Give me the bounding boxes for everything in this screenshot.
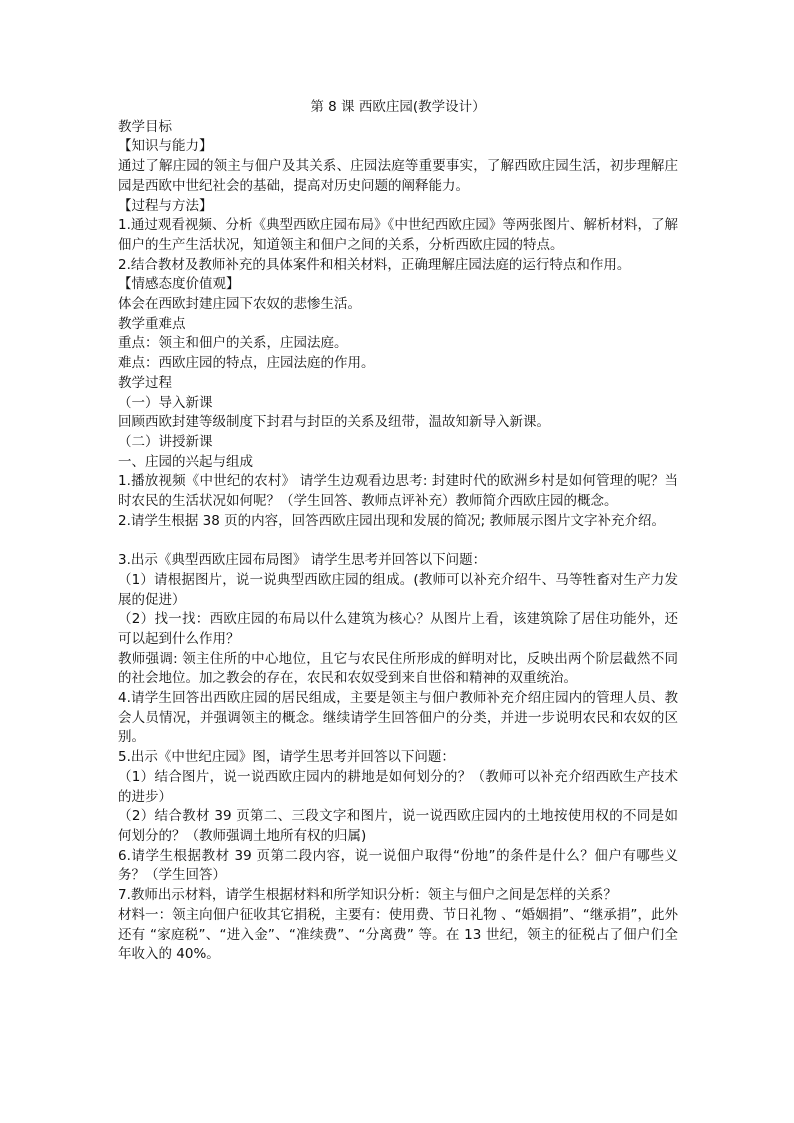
paragraph: （2）找一找：西欧庄园的布局以什么建筑为核心？从图片上看，该建筑除了居住功能外，还可以起到什么作用？ xyxy=(118,611,678,647)
paragraph: （2）结合教材 39 页第二、三段文字和图片，说一说西欧庄园内的土地按使用权的不同是如何划分的？（教师强调土地所有权的归属) xyxy=(118,808,678,844)
paragraph: 2.请学生根据 38 页的内容，回答西欧庄园出现和发展的简况; 教师展示图片文字补充介绍。 xyxy=(118,512,665,529)
paragraph: 2.结合教材及教师补充的具体案件和相关材料，正确理解庄园法庭的运行特点和作用。 xyxy=(118,256,631,273)
document-body xyxy=(118,118,678,965)
paragraph: 7.教师出示材料，请学生根据材料和所学知识分析：领主与佃户之间是怎样的关系？ xyxy=(118,887,617,904)
paragraph: （1）请根据图片，说一说典型西欧庄园的组成。(教师可以补充介绍牛、马等牲畜对生产力发展的促进） xyxy=(118,571,678,608)
paragraph: 材料一：领主向佃户征收其它捐税，主要有：使用费、节日礼物 、“婚姻捐”、“继承捐”，此外还有 “家庭税”、“进入金”、“准续费”、“分离费” 等。在 13 世纪，领主的征税占了佃户们全年收入的 40%。 xyxy=(118,906,678,963)
paragraph: 【知识与能力】 xyxy=(118,138,213,155)
document-page xyxy=(118,98,678,965)
paragraph: 5.出示《中世纪庄园》图，请学生思考并回答以下问题： xyxy=(118,749,455,766)
paragraph: 教师强调: 领主住所的中心地位，且它与农民住所形成的鲜明对比，反映出两个阶层截然不同的社会地位。加之教会的存在，农民和农奴受到来自世俗和精神的双重统治。 xyxy=(118,650,678,687)
paragraph: 通过了解庄园的领主与佃户及其关系、庄园法庭等重要事实，了解西欧庄园生活，初步理解庄园是西欧中世纪社会的基础，提高对历史问题的阐释能力。 xyxy=(118,158,678,194)
paragraph: 6.请学生根据教材 39 页第二段内容，说一说佃户取得“份地”的条件是什么？佃户有哪些义务？（学生回答） xyxy=(118,847,678,884)
paragraph: 4.请学生回答出西欧庄园的居民组成，主要是领主与佃户教师补充介绍庄园内的管理人员、教会人员情况，并强调领主的概念。继续请学生回答佃户的分类，并进一步说明农民和农奴的区别。 xyxy=(118,690,678,746)
paragraph: 3.出示《典型西欧庄园布局图》 请学生思考并回答以下问题： xyxy=(118,552,487,569)
paragraph: 1.通过观看视频、分析《典型西欧庄园布局》《中世纪西欧庄园》等两张图片、解析材料，了解佃户的生产生活状况，知道领主和佃户之间的关系，分析西欧庄园的特点。 xyxy=(118,217,678,253)
paragraph: 回顾西欧封建等级制度下封君与封臣的关系及纽带，温故知新导入新课。 xyxy=(118,414,550,431)
paragraph: （二）讲授新课 xyxy=(118,433,213,450)
paragraph: 体会在西欧封建庄园下农奴的悲惨生活。 xyxy=(118,296,361,313)
document-title: 第 8 课 西欧庄园(教学设计） xyxy=(310,99,486,115)
paragraph: 教学重难点 xyxy=(118,315,186,332)
paragraph: 难点：西欧庄园的特点，庄园法庭的作用。 xyxy=(118,355,375,372)
paragraph: 【情感态度价值观】 xyxy=(118,276,240,293)
paragraph: （1）结合图片，说一说西欧庄园内的耕地是如何划分的？（教师可以补充介绍西欧生产技术的进步） xyxy=(118,768,678,805)
paragraph: 【过程与方法】 xyxy=(118,197,213,214)
paragraph: 1.播放视频《中世纪的农村》 请学生边观看边思考: 封建时代的欧洲乡村是如何管理的呢？当时农民的生活状况如何呢？（学生回答、教师点评补充）教师简介西欧庄园的概念。 xyxy=(118,473,678,510)
blank-line xyxy=(118,531,678,551)
paragraph: 一、庄园的兴起与组成 xyxy=(118,453,253,470)
paragraph: 教学过程 xyxy=(118,374,172,391)
paragraph: （一）导入新课 xyxy=(118,394,213,411)
paragraph: 重点：领主和佃户的关系，庄园法庭。 xyxy=(118,335,348,352)
paragraph: 教学目标 xyxy=(118,118,172,135)
